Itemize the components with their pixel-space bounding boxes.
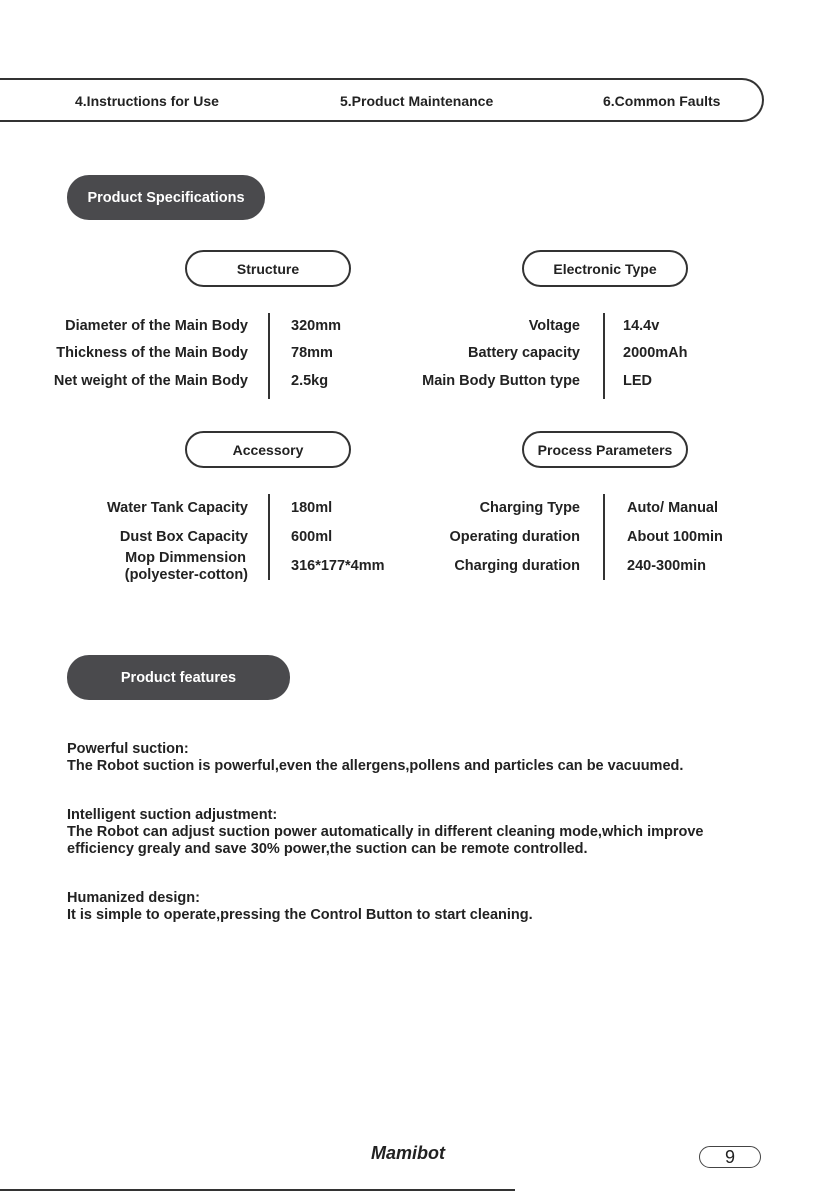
accessory-heading: Accessory: [185, 431, 351, 468]
spec-value: LED: [623, 373, 652, 389]
feature-text: The Robot suction is powerful,even the allergens,pollens and particles can be vacuumed.: [67, 758, 684, 774]
feature-title: Powerful suction:: [67, 741, 189, 757]
feature-title: Intelligent suction adjustment:: [67, 807, 278, 823]
spec-value: 600ml: [291, 529, 333, 545]
spec-label: Operating duration: [449, 529, 580, 545]
feature-text: efficiency grealy and save 30% power,the suction can be remote controlled.: [67, 841, 588, 857]
spec-label: Charging duration: [454, 558, 580, 574]
spec-value: 316*177*4mm: [291, 558, 385, 574]
spec-value: 14.4v: [623, 318, 660, 334]
spec-value: 2000mAh: [623, 345, 688, 361]
spec-label: Diameter of the Main Body: [65, 318, 248, 334]
structure-divider: [268, 313, 270, 399]
nav-item-maintenance[interactable]: 5.Product Maintenance: [340, 93, 494, 109]
process-divider: [603, 494, 605, 580]
spec-label: Net weight of the Main Body: [53, 373, 248, 389]
footer-rule: [0, 1189, 515, 1191]
spec-label: Voltage: [528, 318, 580, 334]
spec-label: Water Tank Capacity: [106, 500, 248, 516]
brand-logo: Mamibot: [371, 1143, 445, 1163]
nav-item-instructions[interactable]: 4.Instructions for Use: [75, 93, 219, 109]
electronic-divider: [603, 313, 605, 399]
spec-value: 320mm: [291, 318, 341, 334]
structure-heading: Structure: [185, 250, 351, 287]
spec-value: Auto/ Manual: [627, 500, 719, 516]
spec-value: 2.5kg: [291, 373, 329, 389]
spec-label: Mop Dimmension: [125, 550, 246, 566]
spec-label: Thickness of the Main Body: [56, 345, 248, 361]
product-specifications-heading: Product Specifications: [67, 175, 265, 220]
spec-label: Main Body Button type: [422, 373, 580, 389]
spec-value: 180ml: [291, 500, 333, 516]
spec-label: Charging Type: [479, 500, 580, 516]
spec-label: Battery capacity: [467, 345, 580, 361]
spec-value: About 100min: [627, 529, 723, 545]
process-parameters-heading: Process Parameters: [522, 431, 688, 468]
accessory-divider: [268, 494, 270, 580]
product-features-heading: Product features: [67, 655, 290, 700]
electronic-type-heading: Electronic Type: [522, 250, 688, 287]
page-number: 9: [699, 1146, 761, 1168]
spec-value: 240-300min: [627, 558, 706, 574]
feature-text: It is simple to operate,pressing the Control Button to start cleaning.: [67, 907, 533, 923]
nav-item-faults[interactable]: 6.Common Faults: [603, 93, 721, 109]
feature-title: Humanized design:: [67, 890, 200, 906]
spec-label: Dust Box Capacity: [119, 529, 248, 545]
spec-label-note: (polyester-cotton): [124, 567, 248, 583]
feature-text: The Robot can adjust suction power automatically in different cleaning mode,which improve: [67, 824, 704, 840]
spec-value: 78mm: [291, 345, 333, 361]
